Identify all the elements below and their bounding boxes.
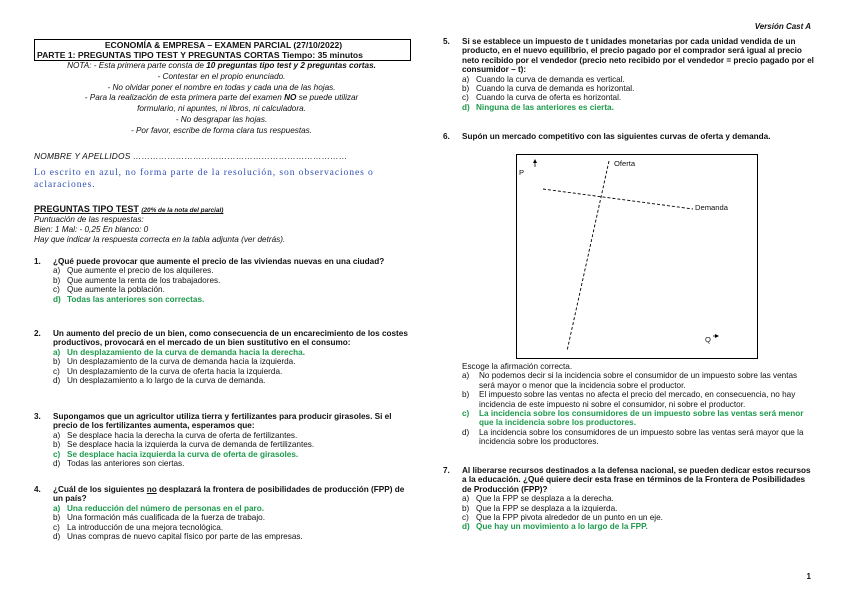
option-d-correct[interactable]: d) Ninguna de las anteriores es cierta. [462,102,614,112]
question-text: Al liberarse recursos destinados a la defensa nacional, se pueden dedicar estos recursos a la educación. ¿Qué quiere decir esta frase en términos de la Frontera de Posibilidades de Producción (FPP)? [462,466,811,494]
question-number: 1. [34,257,41,266]
note-line7: - Por favor, escribe de forma clara tus respuestas. [130,125,313,135]
name-field[interactable]: NOMBRE Y APELLIDOS ………………………………………………………………… [34,151,348,161]
instructions-note [34,61,409,137]
p-axis-label: P [519,168,525,177]
question-text: Supón un mercado competitivo con las siguientes curvas de oferta y demanda. [462,132,771,141]
exam-subtitle: PARTE 1: PREGUNTAS TIPO TEST Y PREGUNTAS CORTAS Tiempo: 35 minutos [37,50,363,60]
question-number: 2. [34,329,41,338]
question-number: 7. [443,466,450,475]
note-line6: - No desgrapar las hojas. [175,114,268,124]
note-line4-bold: NO [284,93,297,103]
question-number: 4. [34,485,41,494]
exam-header-box [34,39,411,61]
question-number: 5. [443,37,450,46]
option-d[interactable]: d) Unas compras de nuevo capital físico por parte de las empresas. [53,532,303,542]
note-line4: - Para la realización de esta primera parte del examen [84,93,285,103]
supply-label: Oferta [614,159,636,168]
option-d[interactable]: d) Todas las anteriores son ciertas. [53,459,185,469]
question-text: Si se establece un impuesto de t unidades monetarias por cada unidad vendida de un producto, en el nuevo equilibrio, el precio pagado por el comprador será igual al precio neto recibido por el vendedor (precio neto recibido por el vendedor = precio pagado por el consumidor – t): [462,37,814,75]
option-d[interactable]: d) Un desplazamiento a lo largo de la curva de demanda. [53,376,266,386]
option-c[interactable]: c) Un desplazamiento de la curva de oferta hacia la izquierda. [53,366,283,376]
p-axis-arrow [533,159,537,163]
question-5 [443,37,815,112]
demand-curve [543,189,693,209]
question-text: Supongamos que un agricultor utiliza tierra y fertilizantes para producir girasoles. Si el precio de los fertilizantes aumenta, esperamos que: [53,412,392,431]
exam-title: ECONOMÍA & EMPRESA – EXAMEN PARCIAL (27/10/2022) [104,40,343,50]
option-a-correct[interactable]: a) Una reducción del número de personas en el paro. [53,503,265,513]
supply-demand-graph [516,154,758,359]
question-1 [34,257,414,304]
section-weight: (20% de la nota del parcial) [141,207,224,214]
option-c[interactable]: c) La introducción de una mejora tecnológica. [53,522,224,532]
question-number: 3. [34,412,41,421]
page-number: 1 [806,572,811,581]
option-a[interactable]: a) Que la FPP se desplaza a la derecha. [462,494,614,504]
question-2 [34,329,414,385]
option-d-correct[interactable]: d) Todas las anteriores son correctas. [53,294,205,304]
demand-label: Demanda [695,203,728,212]
option-a[interactable]: a) Se desplace hacia la derecha la curva de oferta de fertilizantes. [53,430,298,440]
blue-note: Lo escrito en azul, no forma parte de la resolución, son observaciones o aclaraciones. [34,167,374,190]
option-c[interactable]: c) Cuando la curva de oferta es horizontal. [462,93,622,103]
question-4 [34,485,414,541]
option-b[interactable]: b) Cuando la curva de demanda es horizontal. [462,84,635,94]
section-title [34,204,223,214]
question-6-options [443,362,815,447]
option-c[interactable]: c) Que aumente la población. [53,285,165,295]
question-text: ¿Cuál de los siguientes no desplazará la frontera de posibilidades de producción (FPP) de un país? [53,485,405,504]
q-axis-label: Q [705,335,711,344]
scoring-line1: Puntuación de las respuestas: [34,215,144,224]
version-label: Versión Cast A [754,22,811,31]
question-number: 6. [443,132,450,141]
option-a[interactable]: a) Cuando la curva de demanda es vertical. [462,74,625,84]
note-line4-end: se puede utilizar [296,93,359,103]
option-b[interactable]: b) Una formación más cualificada de la fuerza de trabajo. [53,513,265,523]
option-d[interactable]: d) La incidencia sobre los consumidores de un impuesto sobre las ventas será mayor que la incidencia sobre los productores. [462,427,804,447]
question-prompt: Escoge la afirmación correcta. [462,362,573,371]
question-6 [443,132,815,141]
question-text: ¿Qué puede provocar que aumente el precio de las viviendas nuevas en una ciudad? [53,257,385,266]
option-b[interactable]: b) Se desplace hacia la izquierda la curva de demanda de fertilizantes. [53,440,315,450]
note-line1-bold: 10 preguntas tipo test y 2 preguntas cortas. [206,61,376,70]
section-title-text: PREGUNTAS TIPO TEST [34,204,139,214]
option-a-correct[interactable]: a) Un desplazamiento de la curva de demanda hacia la derecha. [53,347,305,357]
option-b[interactable]: b) Que aumente la renta de los trabajadores. [53,275,221,285]
option-d-correct[interactable]: d) Que hay un movimiento a lo largo de la FPP. [462,522,648,532]
option-c-correct[interactable]: c) Se desplace hacia izquierda la curva de oferta de girasoles. [53,449,299,459]
question-3 [34,412,414,468]
option-b[interactable]: b) Un desplazamiento de la curva de demanda hacia la izquierda. [53,357,296,367]
note-line3: - No olvidar poner el nombre en todas y cada una de las hojas. [107,82,336,92]
question-7 [443,466,815,532]
graph-drawing [517,155,757,358]
q-axis-arrow [715,334,719,338]
supply-curve [567,161,609,351]
option-a[interactable]: a) Que aumente el precio de los alquileres. [53,266,214,276]
option-b[interactable]: b) El impuesto sobre las ventas no afecta el precio del mercado, en consecuencia, no hay incidencia de este impuesto ni sobre el consumidor, ni sobre el productor. [462,390,796,409]
note-line5: formulario, ni apuntes, ni libros, ni calculadora. [137,104,306,114]
note-line1: NOTA: - Esta primera parte consta de [67,61,207,70]
scoring-line3: Hay que indicar la respuesta correcta en la tabla adjunta (ver detrás). [34,235,286,244]
scoring-line2: Bien: 1 Mal: - 0,25 En blanco: 0 [34,225,149,234]
question-text: Un aumento del precio de un bien, como consecuencia de un encarecimiento de los costes productivos, provocará en el mercado de un bien sustitutivo en el consumo: [53,329,408,348]
option-b[interactable]: b) Que la FPP se desplaza a la izquierda. [462,503,618,513]
scoring-rules [34,215,285,245]
option-c[interactable]: c) Que la FPP pivota alrededor de un punto en un eje. [462,513,663,523]
option-c-correct[interactable]: c) La incidencia sobre los consumidores de un impuesto sobre las ventas será menor que la incidencia sobre los productores. [462,409,804,428]
note-line2: - Contestar en el propio enunciado. [157,71,286,81]
option-a[interactable]: a) No podemos decir si la incidencia sobre el consumidor de un impuesto sobre las ventas será mayor o menor que la incidencia sobre el productor. [462,371,798,390]
